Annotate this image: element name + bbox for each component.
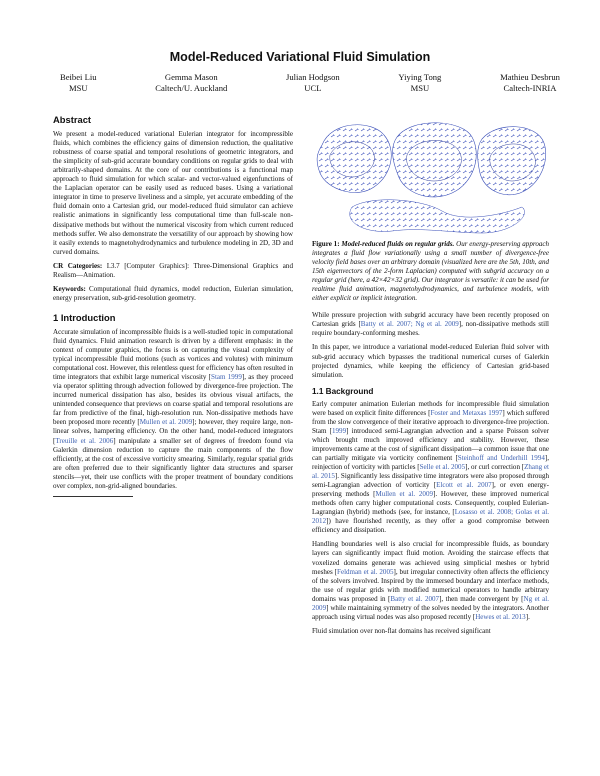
author [398,72,441,94]
fluid-eigenvector-image [312,115,549,237]
citation-link[interactable]: Elcott et al. 2007 [436,481,492,490]
paper-title: Model-Reduced Variational Fluid Simulation [169,50,431,64]
citation-link[interactable]: Steinhoff and Underhill 1994 [457,453,545,462]
figure-caption [312,240,549,303]
author [60,72,97,94]
blob-2 [393,123,477,197]
blob-1 [317,125,391,193]
intro-paragraph: Accurate simulation of incompressible fluids is a well-studied topic in computational fluid dynamics. Fluid animation research is driven by a different emphasis: in the context of computer graphics, the focus is on capturing the visual complexity of typical incompressible fluid motions (such as vortices and volutes) with minimum computational cost. However, this relentless quest for efficiency has often resulted in time integrators that exhibit large numerical viscosity [Stam 1999], as they proceed via operator splitting through advection followed by divergence-free projection. The incurred numerical dissipation has also, besides its obvious visual artifacts, the unintended consequence that previews on coarse spatial and temporal resolutions are far from predictive of the final, high-resolution run. Non-dissipative methods have been proposed more recently [Mullen et al. 2009]; however, they require large, non-linear solves, hampering efficiency. On the other hand, model-reduced integrators [Treuille et al. 2006] manipulate a smaller set of degrees of freedom found via Galerkin dimension reduction to capture the main components of the flow efficiently, at the cost of excessive vorticity smearing. Similarly, regular spatial grids are often preferred due to their significantly lighter data structures and sparser stencils—yet, their use conflicts with the proper treatment of boundary conditions over complex, non-grid-aligned boundaries. [53,327,294,490]
author-name: Yiying Tong [398,72,442,82]
citation-link[interactable]: Feldman et al. 2005 [337,567,394,576]
author-affiliation: UCL [304,83,322,93]
author-name: Beibei Liu [60,72,97,82]
figure-label: Figure 1: [312,240,340,248]
citation-link[interactable]: Selle et al. 2005 [419,463,466,472]
right-column [312,115,549,641]
background-heading: 1.1 Background [312,386,374,396]
citation-link[interactable]: 1999 [332,426,347,435]
author-name: Julian Hodgson [286,72,340,82]
author [500,72,560,94]
author-name: Gemma Mason [164,72,218,82]
footnote-rule [53,496,133,497]
intro-heading: 1 Introduction [53,311,116,323]
citation-link[interactable]: Mullen et al. 2009 [375,490,434,499]
cr-label: CR Categories: [53,261,103,270]
blob-3 [478,127,546,195]
citation-link[interactable]: Batty et al. 2007 [390,594,440,603]
citation-link[interactable]: Mullen et al. 2009 [139,418,193,427]
citation-link[interactable]: Treuille et al. 2006 [55,436,114,445]
citation-link[interactable]: Foster and Metaxas 1997 [430,408,503,417]
paragraph: While pressure projection with subgrid accuracy have been recently proposed on Cartesian grids [Batty et al. 2007; Ng et al. 2009], non-dissipative methods still require boundary-conforming meshes. [312,311,550,338]
citation-link[interactable]: Batty et al. 2007; Ng et al. 2009 [360,320,459,329]
author [155,72,227,94]
citation-link[interactable]: Zhang et al. 2015 [312,463,549,481]
paragraph: In this paper, we introduce a variational model-reduced Eulerian fluid solver with sub-grid accuracy which bypasses the traditional numerical curses of Galerkin projected dynamics, while keeping the efficiency of Cartesian grid-based simulation. [312,343,549,379]
author [286,72,340,94]
author-affiliation: Caltech-INRIA [503,83,557,93]
figure-caption-text: Our energy-preserving approach integrates a fluid flow variationally using a small number of divergence-free velocity field bases over an arbitrary domain (visualized here are the 5th, 10th, and 15th eigenvectors of the 2-form Laplacian) computed with subgrid accuracy on a regular grid (here, a 42×42×32 grid). Our integrator is versatile: it can be used for realtime fluid animation, magnetohydrodynamics, and turbulence models, with either explicit or implicit integration. [312,240,550,303]
background-paragraph: Early computer animation Eulerian methods for incompressible fluid simulation were based on explicit finite differences [Foster and Metaxas 1997] which suffered from the slow convergence of their iterative approach to divergence-free projection. Stam [1999] introduced semi-Lagrangian advection and a sparse Poisson solver which brought much improved efficiency and stability. However, these improvements came at the cost of significant dissipation—a common issue that one can partially mitigate via vorticity confinement [Steinhoff and Underhill 1994], reinjection of vorticity with particles [Selle et al. 2005], or curl correction [Zhang et al. 2015]. Significantly less dissipative time integrators were also proposed through semi-Lagrangian advection of vorticity [Elcott et al. 2007], or even energy-preserving methods [Mullen et al. 2009]. However, these improved numerical methods often carry higher computational costs. Consequently, coupled Eulerian-Lagrangian (hybrid) methods (see, for instance, [Losasso et al. 2008; Golas et al. 2012]) have flourished recently, as they offer a good compromise between efficiency and dissipation. [312,399,550,535]
keywords-label: Keywords: [53,284,86,293]
author-name: Mathieu Desbrun [500,72,560,82]
author-affiliation: MSU [68,83,88,93]
teaser-figure [312,115,549,237]
boundary-paragraph: Handling boundaries well is also crucial for incompressible fluids, as boundary layers can significantly impact fluid motion. Avoiding the staircase effects that voxelized domains generate was achieved using simplicial meshes or hybrid meshes [Feldman et al. 2005], but irregular connectivity often affects the efficiency of the solvers involved. Inspired by the immersed boundary and interface methods, the use of regular grids with modified numerical operators to handle arbitrary domains was proposed in [Batty et al. 2007], then made convergent by [Ng et al. 2009] while maintaining symmetry of the solves needed by the integrators. Another approach using virtual nodes was also proposed recently [Hewes et al. 2013]. [312,540,550,621]
abstract-text: We present a model-reduced variational Eulerian integrator for incompressible fluids, which combines the efficiency gains of dimension reduction, the qualitative robustness of coarse spatial and temporal resolutions of geometric integrators, and the simplicity of sub-grid accurate boundary conditions on regular grids to deal with arbitrarily-shaped domains. At the core of our contributions is a functional map approach to fluid simulation for which scalar- and vector-valued eigenfunctions of the Laplacian operator can be easily used as reduced bases. Using a variational integrator in time to preserve liveliness and a simple, yet accurate embedding of the fluid domain onto a Cartesian grid, our model-reduced fluid simulator can achieve realistic animations in significantly less computational time than full-scale non-dissipative methods but without the numerical viscosity from which current reduced methods suffer. We also demonstrate the versatility of our approach by showing how it easily extends to magnetohydrodynamics and turbulence modeling in 2D, 3D and curved domains. [53,130,293,256]
cr-text: I.3.7 [Computer Graphics]: Three-Dimensional Graphics and Realism—Animation. [53,261,293,279]
cr-categories [53,262,293,280]
keywords [53,285,293,303]
abstract-heading: Abstract [53,114,92,125]
left-column [53,115,293,497]
author-list [60,72,560,94]
citation-link[interactable]: Hewes et al. 2013 [475,612,526,621]
blob-lower [350,200,525,233]
citation-link[interactable]: Stam 1999 [211,373,242,382]
citation-link[interactable]: Ng et al. 2009 [312,594,549,612]
keywords-text: Computational fluid dynamics, model reduction, Eulerian simulation, energy preservation, sub-grid-resolution geometry. [53,284,294,302]
figure-title: Model-reduced fluids on regular grids. [341,240,455,248]
paragraph: Fluid simulation over non-flat domains has received significant [312,626,491,635]
citation-link[interactable]: Losasso et al. 2008; Golas et al. 2012 [312,508,549,526]
author-affiliation: MSU [410,83,430,93]
author-affiliation: Caltech/U. Auckland [155,83,228,93]
